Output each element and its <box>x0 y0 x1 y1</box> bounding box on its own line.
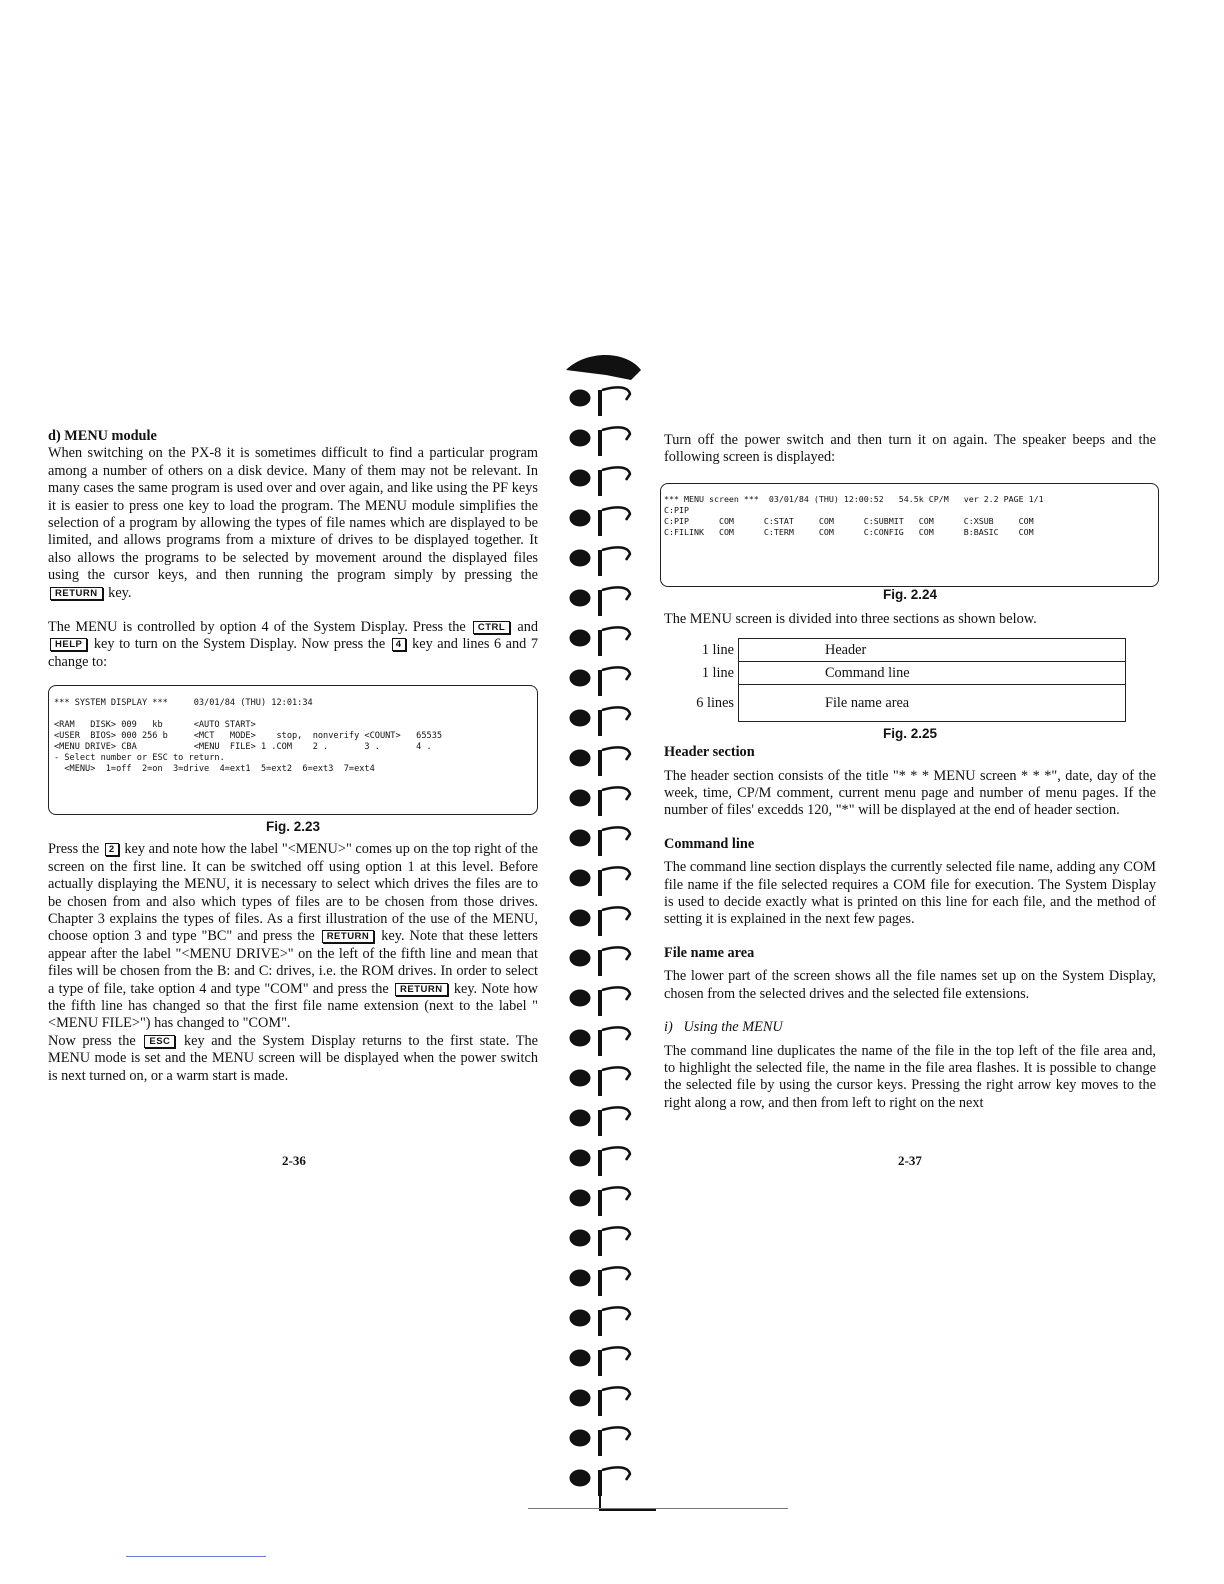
screen-line: C:PIP <box>664 504 689 515</box>
command-line-paragraph: The command line section displays the currently selected file name, adding any COM file name if the file selected requires a COM file for execution. The System Display is used to decide exactly what is printed on this line for each file, and the method of setting it is explained in the next few pages. <box>664 859 1156 928</box>
scan-artifact-line <box>126 1556 266 1557</box>
figure-caption: Fig. 2.24 <box>882 586 938 602</box>
menu-control-paragraph <box>48 619 538 671</box>
file-name-area-paragraph: The lower part of the screen shows all the file names set up on the System Display, chosen from the selected drives and the selected file extensions. <box>664 968 1156 1002</box>
ctrl-key-icon: CTRL <box>473 621 510 634</box>
esc-key-icon: ESC <box>144 1035 175 1048</box>
return-key-icon: RETURN <box>395 983 448 996</box>
screen-line: - Select number or ESC to return. <box>54 753 225 764</box>
screen-line: <RAM DISK> 009 kb <AUTO START> <box>54 720 256 731</box>
intro-text-end: key. <box>108 584 132 601</box>
section-line-count: 1 line <box>701 664 734 681</box>
text-span: key. Note that these letters appear after the label "<MENU DRIVE>" on the left of the fifth line and mean that files will be chosen from the B: and C: drives, i.e. the ROM drives. In order to select a type of file, take option 4 and type "COM" and press the <box>48 928 538 997</box>
help-key-icon: HELP <box>50 638 87 651</box>
spiral-binding-icon <box>556 350 656 1520</box>
screen-line: *** MENU screen *** 03/01/84 (THU) 12:00:52 54.5k CP/M ver 2.2 PAGE 1/1 <box>664 493 1044 504</box>
heading-command-line: Command line <box>664 835 755 852</box>
right-page <box>664 432 1156 1112</box>
section-name: Command line <box>739 662 1126 685</box>
figure-caption: Fig. 2.23 <box>265 819 321 835</box>
section-heading-menu-module: d) MENU module <box>48 428 157 444</box>
screen-line: <MENU> 1=off 2=on 3=drive 4=ext1 5=ext2 6=ext3 7=ext4 <box>54 764 375 775</box>
section-name: Header <box>739 639 1126 662</box>
figure-caption: Fig. 2.25 <box>882 726 938 742</box>
using-menu-paragraph: The command line duplicates the name of the file in the top left of the file area and, to highlight the selected file, the name in the file area flashes. It is possible to change the selected file by using the cursor keys. Pressing the right arrow key moves to the right along a row, and then from left to right on the next <box>664 1042 1156 1111</box>
page-divider-line <box>528 1508 788 1509</box>
left-page <box>48 428 538 1085</box>
screen-line: C:PIP COM C:STAT COM C:SUBMIT COM C:XSUB COM <box>664 515 1034 526</box>
esc-paragraph <box>48 1033 538 1085</box>
sections-intro-paragraph: The MENU screen is divided into three sections as shown below. <box>664 610 1037 627</box>
screen-line: <MENU DRIVE> CBA <MENU FILE> 1 .COM 2 . 3 . 4 . <box>54 742 432 753</box>
key-2-icon: 2 <box>105 843 119 856</box>
intro-paragraph <box>48 445 538 602</box>
key-4-icon: 4 <box>392 638 406 651</box>
table-row <box>668 639 1126 662</box>
menu-screen <box>660 483 1159 587</box>
heading-file-name-area: File name area <box>664 944 755 961</box>
screen-line: C:FILINK COM C:TERM COM C:CONFIG COM B:BASIC COM <box>664 526 1034 537</box>
text-span: and <box>517 619 538 636</box>
text-span: key. Note how the fifth line has changed so that the first file name extension (next to the label "<MENU FILE>") has changed to "COM". <box>48 980 538 1032</box>
page-number-right: 2-37 <box>898 1153 922 1168</box>
spiral-binding <box>556 350 656 1520</box>
section-name: File name area <box>739 685 1126 722</box>
text-span: The MENU is controlled by option 4 of the System Display. Press the <box>48 619 466 636</box>
screen-line: <USER BIOS> 000 256 b <MCT MODE> stop, nonverify <COUNT> 65535 <box>54 731 443 742</box>
screen-line: *** SYSTEM DISPLAY *** 03/01/84 (THU) 12:01:34 <box>54 698 313 709</box>
section-line-count: 6 lines <box>696 694 734 711</box>
text-span: Press the <box>48 841 100 858</box>
intro-text: When switching on the PX-8 it is sometimes difficult to find a particular program among a number of others on a disk device. Many of them may not be relevant. In many cases the same program is used over and over again, and like using the PF keys it is easier to press one key to load the program. The MENU module simplifies the selection of a program by allowing the types of file names which are displayed to be limited, and allows programs from a mixture of drives to be displayed together. It also allows the programs to be selected by movement around the displayed files using the cursor keys, and then running the program simply by pressing the <box>48 445 538 584</box>
system-display-screen <box>48 685 538 815</box>
text-span: key to turn on the System Display. Now press the <box>93 636 386 653</box>
text-span: Now press the <box>48 1032 136 1049</box>
power-on-paragraph: Turn off the power switch and then turn it on again. The speaker beeps and the following screen is displayed: <box>664 432 1156 466</box>
heading-header-section: Header section <box>664 744 755 761</box>
menu-setup-paragraph <box>48 841 538 1032</box>
page-number-left: 2-36 <box>282 1153 306 1168</box>
screen-sections-table <box>668 638 1126 722</box>
return-key-icon: RETURN <box>50 587 103 600</box>
text-span: key and the System Display returns to the first state. The MENU mode is set and the MENU screen will be displayed when the power switch is next turned on, or a warm start is made. <box>48 1032 539 1084</box>
text-span: key and lines 6 and 7 change to: <box>48 636 539 670</box>
text-span: key and note how the label "<MENU>" comes up on the top right of the screen on the first line. It can be switched off using option 1 at this level. Before actually displaying the MENU, it is necessary to select which drives the files are to be chosen from and also which types of files are to be chosen from those drives. Chapter 3 explains the types of files. As a first illustration of the use of the MENU, choose option 3 and type "BC" and press the <box>48 841 539 945</box>
table-row <box>668 685 1126 722</box>
screen-line <box>54 709 533 720</box>
section-line-count: 1 line <box>701 641 734 658</box>
table-row <box>668 662 1126 685</box>
heading-using-menu: i) Using the MENU <box>664 1019 783 1036</box>
return-key-icon: RETURN <box>322 930 375 943</box>
header-section-paragraph: The header section consists of the title "* * * MENU screen * * *", date, day of the week, time, CP/M comment, current menu page and number of menu pages. If the number of files' excedds 120, "*" will be displayed at the end of header section. <box>664 767 1156 819</box>
